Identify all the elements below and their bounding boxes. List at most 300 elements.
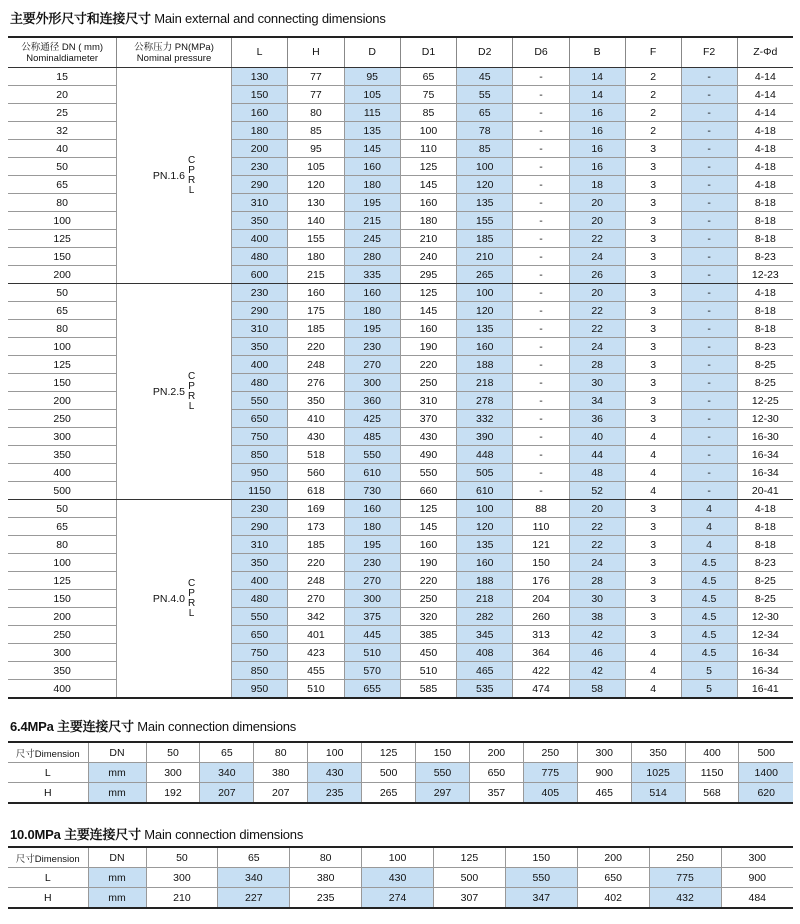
table-cell: 180 [231, 122, 288, 140]
pn-group-cell [117, 500, 231, 699]
table-cell: 8-18 [737, 194, 793, 212]
table-cell: 135 [457, 536, 513, 554]
table-cell: 510 [288, 680, 344, 699]
size-cell: 50 [146, 742, 200, 763]
table-cell: 550 [400, 464, 456, 482]
table-cell: 8-18 [737, 320, 793, 338]
table-cell: 3 [625, 518, 681, 536]
dn-header-cn: 公称通径 DN ( mm) [21, 41, 104, 53]
table-cell: 160 [231, 104, 288, 122]
dn-cell: 65 [8, 302, 117, 320]
table-cell: 730 [344, 482, 400, 500]
table-cell: 300 [146, 868, 218, 888]
table-cell: 218 [457, 590, 513, 608]
table-cell: 121 [513, 536, 569, 554]
table-cell: 600 [231, 266, 288, 284]
table-cell: 22 [569, 518, 625, 536]
table-cell: - [681, 302, 737, 320]
table-cell: 570 [344, 662, 400, 680]
table-cell: 490 [400, 446, 456, 464]
table-cell: 80 [288, 104, 344, 122]
table-cell: - [681, 464, 737, 482]
table-cell: - [681, 212, 737, 230]
table-cell: - [513, 320, 569, 338]
dimension-label: 尺寸Dimension [8, 742, 88, 763]
table-cell: 77 [288, 86, 344, 104]
size-cell: 200 [469, 742, 523, 763]
table-cell: 145 [400, 518, 456, 536]
table-cell: 227 [218, 888, 290, 909]
table-cell: 220 [288, 554, 344, 572]
table-cell: 340 [200, 763, 254, 783]
table-cell: 3 [625, 374, 681, 392]
table-cell: 270 [288, 590, 344, 608]
dn-cell: 150 [8, 590, 117, 608]
table-row [8, 68, 793, 86]
table-cell: 85 [288, 122, 344, 140]
table-cell: 120 [457, 176, 513, 194]
table100-title-en: Main connection dimensions [144, 827, 304, 842]
table-cell: 480 [231, 590, 288, 608]
dn-cell: 50 [8, 284, 117, 302]
size-cell: 500 [739, 742, 793, 763]
table-cell: - [681, 374, 737, 392]
table-cell: 4 [681, 518, 737, 536]
table-cell: 3 [625, 248, 681, 266]
row-label: L [8, 868, 88, 888]
table-cell: 360 [344, 392, 400, 410]
table-cell: 180 [288, 248, 344, 266]
dn-cell: 40 [8, 140, 117, 158]
table-cell: 135 [457, 194, 513, 212]
table-cell: 650 [231, 410, 288, 428]
table-cell: - [681, 392, 737, 410]
table-cell: 125 [400, 284, 456, 302]
table-cell: 46 [569, 644, 625, 662]
table-cell: 4-18 [737, 500, 793, 518]
table-cell: 4 [681, 500, 737, 518]
table-cell: 290 [231, 518, 288, 536]
table-cell: 4 [625, 428, 681, 446]
pn-header-en: Nominal pressure [136, 52, 212, 64]
table-cell: 280 [344, 248, 400, 266]
dn-cell: 300 [8, 644, 117, 662]
table-cell: 408 [457, 644, 513, 662]
table-cell: 850 [231, 446, 288, 464]
table-cell: 95 [344, 68, 400, 86]
table-cell: 8-18 [737, 536, 793, 554]
table-cell: 120 [288, 176, 344, 194]
table100-title-prefix: 10.0MPa [10, 827, 61, 842]
table-cell: 185 [288, 320, 344, 338]
table-cell: 3 [625, 194, 681, 212]
table-cell: 620 [739, 783, 793, 804]
dn-cell: 25 [8, 104, 117, 122]
pn-type-letters [188, 156, 195, 196]
table-cell: 20-41 [737, 482, 793, 500]
table-cell: - [681, 86, 737, 104]
table-cell: 12-23 [737, 266, 793, 284]
table-cell: 160 [344, 158, 400, 176]
table-cell: 4.5 [681, 554, 737, 572]
table-cell: 16 [569, 140, 625, 158]
table-cell: 4.5 [681, 590, 737, 608]
pn-label: PN.1.6 [152, 169, 185, 182]
dn-cell: 100 [8, 554, 117, 572]
table-cell: 4.5 [681, 608, 737, 626]
dn-cell: 100 [8, 338, 117, 356]
table-cell: 265 [457, 266, 513, 284]
col-header: L [231, 37, 288, 68]
main-header-row [8, 37, 793, 68]
dn-cell: 50 [8, 158, 117, 176]
table-cell: 204 [513, 590, 569, 608]
table-cell: 500 [362, 763, 416, 783]
size-cell: 150 [505, 847, 577, 868]
table-cell: 130 [288, 194, 344, 212]
table-cell: 160 [457, 554, 513, 572]
size-cell: 400 [685, 742, 739, 763]
table-cell: - [681, 410, 737, 428]
table-cell: 850 [231, 662, 288, 680]
dn-cell: 125 [8, 230, 117, 248]
table-cell: 140 [288, 212, 344, 230]
table-cell: 192 [146, 783, 200, 804]
col-header: F [625, 37, 681, 68]
table-cell: 650 [469, 763, 523, 783]
main-table-title [10, 8, 386, 27]
table-cell: 474 [513, 680, 569, 699]
table-cell: 585 [400, 680, 456, 699]
table-cell: 5 [681, 662, 737, 680]
table-cell: 8-18 [737, 518, 793, 536]
table-cell: 484 [721, 888, 793, 909]
table-cell: 500 [434, 868, 506, 888]
table-cell: 510 [344, 644, 400, 662]
table-cell: 24 [569, 554, 625, 572]
table-cell: 282 [457, 608, 513, 626]
table-cell: 200 [231, 140, 288, 158]
table-cell: 34 [569, 392, 625, 410]
table-cell: - [513, 410, 569, 428]
table-cell: 300 [344, 590, 400, 608]
dn-cell: 250 [8, 626, 117, 644]
table-cell: - [681, 356, 737, 374]
table-cell: 150 [231, 86, 288, 104]
table-cell: 4-14 [737, 104, 793, 122]
table-cell: 1400 [739, 763, 793, 783]
table-cell: 44 [569, 446, 625, 464]
table-cell: 295 [400, 266, 456, 284]
table-cell: 169 [288, 500, 344, 518]
table-cell: 16-34 [737, 662, 793, 680]
table-cell: 3 [625, 626, 681, 644]
table-cell: 16 [569, 104, 625, 122]
dn-label: DN [88, 742, 146, 763]
table-cell: 3 [625, 356, 681, 374]
table-cell: 4-18 [737, 140, 793, 158]
table-cell: 610 [344, 464, 400, 482]
table-cell: 610 [457, 482, 513, 500]
table-cell: 230 [231, 284, 288, 302]
main-table-body [8, 68, 793, 699]
pn-group-cell [117, 284, 231, 500]
table-cell: 145 [400, 302, 456, 320]
table-cell: 535 [457, 680, 513, 699]
table-cell: 207 [254, 783, 308, 804]
table-cell: 300 [146, 763, 200, 783]
table-cell: 445 [344, 626, 400, 644]
table-cell: 385 [400, 626, 456, 644]
table-cell: - [513, 302, 569, 320]
table-cell: 120 [457, 518, 513, 536]
table-cell: 130 [231, 68, 288, 86]
table-cell: 38 [569, 608, 625, 626]
table-row [8, 888, 793, 909]
dn-cell: 125 [8, 572, 117, 590]
table-cell: 48 [569, 464, 625, 482]
table-cell: 290 [231, 176, 288, 194]
table-cell: 2 [625, 122, 681, 140]
table-cell: - [681, 194, 737, 212]
table-cell: 8-25 [737, 590, 793, 608]
table-cell: 207 [200, 783, 254, 804]
table-cell: 900 [577, 763, 631, 783]
table-cell: 3 [625, 284, 681, 302]
table-cell: 155 [288, 230, 344, 248]
table-cell: 1025 [631, 763, 685, 783]
table-cell: 3 [625, 608, 681, 626]
table-cell: 4-18 [737, 122, 793, 140]
table-10-0mpa [8, 846, 793, 909]
dn-header [8, 37, 117, 68]
size-cell: 125 [434, 847, 506, 868]
dn-cell: 65 [8, 176, 117, 194]
col-header: H [288, 37, 344, 68]
table-cell: 2 [625, 104, 681, 122]
table-cell: 400 [231, 356, 288, 374]
size-cell: 125 [362, 742, 416, 763]
table-cell: 125 [400, 158, 456, 176]
table-cell: 350 [231, 554, 288, 572]
table-cell: 85 [400, 104, 456, 122]
table-cell: 510 [400, 662, 456, 680]
table100-title [10, 824, 303, 843]
table-cell: 380 [290, 868, 362, 888]
main-dimensions-table [8, 36, 793, 699]
table-cell: 950 [231, 464, 288, 482]
table-cell: 432 [649, 888, 721, 909]
table-cell: 240 [400, 248, 456, 266]
table-cell: 180 [344, 518, 400, 536]
table-cell: 173 [288, 518, 344, 536]
table-cell: 190 [400, 554, 456, 572]
dn-cell: 400 [8, 464, 117, 482]
table-cell: - [681, 284, 737, 302]
table-cell: 20 [569, 212, 625, 230]
table-cell: 180 [344, 176, 400, 194]
table-cell: 4 [625, 464, 681, 482]
table-cell: 390 [457, 428, 513, 446]
table-cell: 20 [569, 194, 625, 212]
table-6-4mpa [8, 741, 793, 804]
table-cell: 218 [457, 374, 513, 392]
pn-type-letter: C [187, 154, 196, 166]
table-cell: 24 [569, 338, 625, 356]
pn-type-letter: L [188, 400, 195, 412]
table-cell: 160 [400, 320, 456, 338]
dn-cell: 125 [8, 356, 117, 374]
table100-title-cn: 主要连接尺寸 [64, 827, 141, 842]
table-cell: 115 [344, 104, 400, 122]
table-cell: 16-30 [737, 428, 793, 446]
main-title-cn: 主要外形尺寸和连接尺寸 [10, 11, 151, 26]
table-cell: 160 [400, 194, 456, 212]
dimension-label: 尺寸Dimension [8, 847, 88, 868]
table-cell: 3 [625, 410, 681, 428]
table-cell: 505 [457, 464, 513, 482]
table-cell: - [513, 194, 569, 212]
table-cell: - [681, 446, 737, 464]
unit-cell: mm [88, 783, 146, 804]
table-cell: 4 [625, 482, 681, 500]
table-cell: - [513, 104, 569, 122]
table-cell: 4-14 [737, 68, 793, 86]
dn-cell: 80 [8, 320, 117, 338]
table-cell: 85 [457, 140, 513, 158]
table-cell: 36 [569, 410, 625, 428]
table-cell: 8-18 [737, 230, 793, 248]
table64-title [10, 716, 296, 735]
size-cell: 80 [254, 742, 308, 763]
table-cell: 550 [344, 446, 400, 464]
table-cell: 110 [400, 140, 456, 158]
table-cell: - [513, 68, 569, 86]
table-cell: 160 [400, 536, 456, 554]
table-cell: 100 [457, 284, 513, 302]
table-cell: 8-25 [737, 356, 793, 374]
table-cell: 3 [625, 572, 681, 590]
table-cell: 8-23 [737, 248, 793, 266]
table-cell: 4 [625, 662, 681, 680]
table-cell: 350 [288, 392, 344, 410]
pn-label: PN.4.0 [152, 592, 185, 605]
table-cell: 12-30 [737, 410, 793, 428]
table-cell: 276 [288, 374, 344, 392]
table-cell: 297 [416, 783, 470, 804]
table-cell: 135 [344, 122, 400, 140]
table-cell: 210 [400, 230, 456, 248]
table-cell: 430 [308, 763, 362, 783]
table-cell: 160 [288, 284, 344, 302]
size-cell: 100 [362, 847, 434, 868]
dn-cell: 50 [8, 500, 117, 518]
unit-cell: mm [88, 888, 146, 909]
table-cell: 250 [400, 374, 456, 392]
table-cell: 4-18 [737, 158, 793, 176]
table-cell: 310 [231, 536, 288, 554]
table-cell: 14 [569, 68, 625, 86]
table-cell: 65 [400, 68, 456, 86]
table-cell: 155 [457, 212, 513, 230]
table-cell: - [513, 356, 569, 374]
table-cell: 260 [513, 608, 569, 626]
table-cell: 235 [290, 888, 362, 909]
table-cell: 650 [577, 868, 649, 888]
table-cell: 950 [231, 680, 288, 699]
table-cell: - [513, 266, 569, 284]
table-cell: 215 [344, 212, 400, 230]
table-cell: - [681, 158, 737, 176]
table-cell: 12-25 [737, 392, 793, 410]
size-cell: 65 [218, 847, 290, 868]
table-cell: 401 [288, 626, 344, 644]
table-cell: 42 [569, 662, 625, 680]
table-cell: 95 [288, 140, 344, 158]
size-header-row [8, 742, 793, 763]
table-cell: - [681, 482, 737, 500]
pn-group-cell [117, 68, 231, 284]
dn-cell: 500 [8, 482, 117, 500]
table-cell: 335 [344, 266, 400, 284]
table-cell: 2 [625, 68, 681, 86]
table-cell: 195 [344, 194, 400, 212]
table-cell: 12-34 [737, 626, 793, 644]
table-cell: 26 [569, 266, 625, 284]
table-cell: 28 [569, 356, 625, 374]
table-cell: 100 [400, 122, 456, 140]
table-cell: 550 [416, 763, 470, 783]
table-cell: - [681, 104, 737, 122]
table-cell: 248 [288, 356, 344, 374]
table-cell: - [513, 158, 569, 176]
table-cell: - [681, 338, 737, 356]
table-cell: 550 [505, 868, 577, 888]
table-cell: 3 [625, 158, 681, 176]
table-cell: 16-41 [737, 680, 793, 699]
dn-cell: 350 [8, 446, 117, 464]
dn-cell: 200 [8, 608, 117, 626]
table-cell: 480 [231, 248, 288, 266]
table-cell: 3 [625, 266, 681, 284]
table-cell: 1150 [231, 482, 288, 500]
table-cell: 180 [400, 212, 456, 230]
dn-cell: 150 [8, 374, 117, 392]
table-cell: 230 [344, 554, 400, 572]
table-cell: 550 [231, 392, 288, 410]
table-cell: - [681, 230, 737, 248]
table-cell: 655 [344, 680, 400, 699]
table-cell: 618 [288, 482, 344, 500]
table-row [8, 783, 793, 804]
table-cell: 235 [308, 783, 362, 804]
main-title-en: Main external and connecting dimensions [154, 11, 386, 26]
table-cell: 105 [344, 86, 400, 104]
table-cell: 342 [288, 608, 344, 626]
table-cell: 110 [513, 518, 569, 536]
pn-type-letter: R [187, 174, 196, 186]
table-cell: 430 [362, 868, 434, 888]
dn-cell: 150 [8, 248, 117, 266]
table-cell: 422 [513, 662, 569, 680]
dn-label: DN [88, 847, 146, 868]
table-cell: 220 [400, 572, 456, 590]
table-cell: 4.5 [681, 626, 737, 644]
table-cell: 310 [400, 392, 456, 410]
table-cell: - [513, 86, 569, 104]
table-cell: 135 [457, 320, 513, 338]
table-cell: 230 [344, 338, 400, 356]
